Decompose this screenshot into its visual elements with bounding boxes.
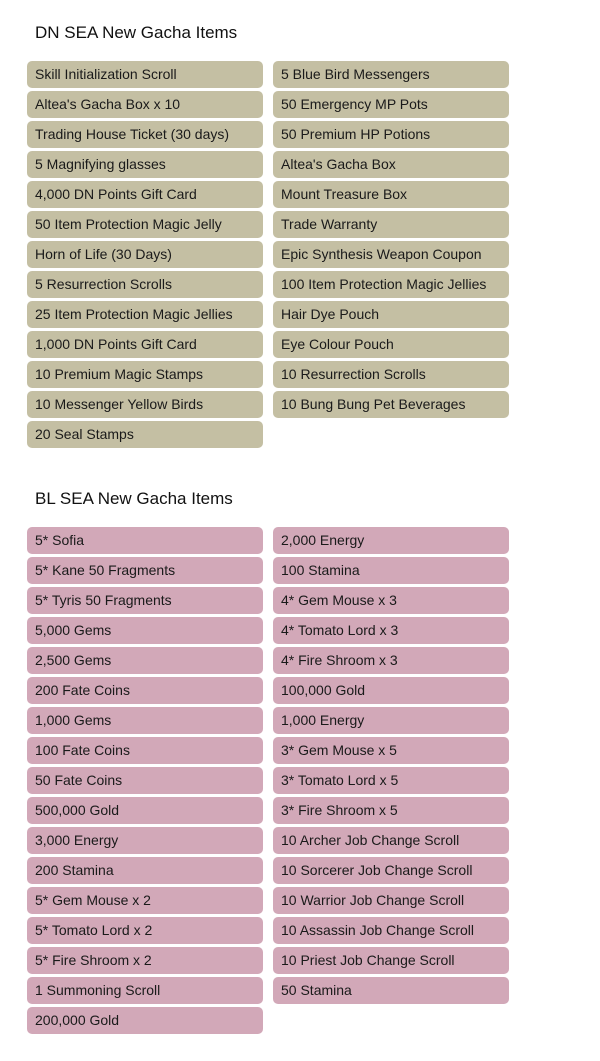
- gacha-item: 10 Priest Job Change Scroll: [273, 947, 509, 974]
- gacha-item: 2,000 Energy: [273, 527, 509, 554]
- gacha-item: 1,000 Energy: [273, 707, 509, 734]
- gacha-item: Skill Initialization Scroll: [27, 61, 263, 88]
- bl-sea-title: BL SEA New Gacha Items: [35, 489, 233, 508]
- gacha-item: 10 Warrior Job Change Scroll: [273, 887, 509, 914]
- gacha-item: 50 Emergency MP Pots: [273, 91, 509, 118]
- gacha-item: 200 Fate Coins: [27, 677, 263, 704]
- gacha-item: 5* Sofia: [27, 527, 263, 554]
- dn-sea-title: DN SEA New Gacha Items: [35, 23, 238, 42]
- gacha-item: 50 Item Protection Magic Jelly: [27, 211, 263, 238]
- gacha-item: 3,000 Energy: [27, 827, 263, 854]
- gacha-item: 50 Stamina: [273, 977, 509, 1004]
- gacha-item: Altea's Gacha Box: [273, 151, 509, 178]
- gacha-item: Eye Colour Pouch: [273, 331, 509, 358]
- gacha-item: 5* Tomato Lord x 2: [27, 917, 263, 944]
- gacha-item: 4* Tomato Lord x 3: [273, 617, 509, 644]
- gacha-item: 100 Item Protection Magic Jellies: [273, 271, 509, 298]
- gacha-item: 3* Tomato Lord x 5: [273, 767, 509, 794]
- bl-sea-left-column: [27, 527, 263, 1037]
- gacha-item: 1 Summoning Scroll: [27, 977, 263, 1004]
- gacha-item: 10 Bung Bung Pet Beverages: [273, 391, 509, 418]
- bl-sea-right-column: [273, 527, 509, 1037]
- gacha-item: 5 Resurrection Scrolls: [27, 271, 263, 298]
- gacha-item: 10 Archer Job Change Scroll: [273, 827, 509, 854]
- dn-sea-section: [27, 18, 509, 451]
- gacha-item: 5,000 Gems: [27, 617, 263, 644]
- dn-sea-grid: [27, 61, 509, 451]
- gacha-item: 100 Fate Coins: [27, 737, 263, 764]
- gacha-item: 500,000 Gold: [27, 797, 263, 824]
- gacha-item: 4* Gem Mouse x 3: [273, 587, 509, 614]
- gacha-item: Trade Warranty: [273, 211, 509, 238]
- gacha-item: Hair Dye Pouch: [273, 301, 509, 328]
- gacha-item: 1,000 Gems: [27, 707, 263, 734]
- gacha-item: 50 Premium HP Potions: [273, 121, 509, 148]
- gacha-item: 3* Gem Mouse x 5: [273, 737, 509, 764]
- gacha-item: Horn of Life (30 Days): [27, 241, 263, 268]
- gacha-item: 5* Tyris 50 Fragments: [27, 587, 263, 614]
- gacha-item: 5* Gem Mouse x 2: [27, 887, 263, 914]
- gacha-item: 4* Fire Shroom x 3: [273, 647, 509, 674]
- gacha-item: Trading House Ticket (30 days): [27, 121, 263, 148]
- gacha-item: 200,000 Gold: [27, 1007, 263, 1034]
- gacha-item: 10 Premium Magic Stamps: [27, 361, 263, 388]
- gacha-item: 10 Assassin Job Change Scroll: [273, 917, 509, 944]
- gacha-item: 10 Sorcerer Job Change Scroll: [273, 857, 509, 884]
- gacha-item: 5 Magnifying glasses: [27, 151, 263, 178]
- gacha-item: 4,000 DN Points Gift Card: [27, 181, 263, 208]
- bl-sea-section: [27, 484, 509, 1037]
- gacha-item: 1,000 DN Points Gift Card: [27, 331, 263, 358]
- gacha-item: 5* Fire Shroom x 2: [27, 947, 263, 974]
- gacha-item: 25 Item Protection Magic Jellies: [27, 301, 263, 328]
- gacha-item: 100,000 Gold: [273, 677, 509, 704]
- gacha-item: Mount Treasure Box: [273, 181, 509, 208]
- gacha-item: 5* Kane 50 Fragments: [27, 557, 263, 584]
- gacha-item: 2,500 Gems: [27, 647, 263, 674]
- gacha-item: 20 Seal Stamps: [27, 421, 263, 448]
- gacha-item: 50 Fate Coins: [27, 767, 263, 794]
- bl-sea-grid: [27, 527, 509, 1037]
- gacha-item: 10 Messenger Yellow Birds: [27, 391, 263, 418]
- gacha-item: 100 Stamina: [273, 557, 509, 584]
- gacha-item: 200 Stamina: [27, 857, 263, 884]
- gacha-item: 10 Resurrection Scrolls: [273, 361, 509, 388]
- gacha-item: 3* Fire Shroom x 5: [273, 797, 509, 824]
- dn-sea-right-column: [273, 61, 509, 451]
- dn-sea-left-column: [27, 61, 263, 451]
- gacha-item: Altea's Gacha Box x 10: [27, 91, 263, 118]
- gacha-item: Epic Synthesis Weapon Coupon: [273, 241, 509, 268]
- gacha-item: 5 Blue Bird Messengers: [273, 61, 509, 88]
